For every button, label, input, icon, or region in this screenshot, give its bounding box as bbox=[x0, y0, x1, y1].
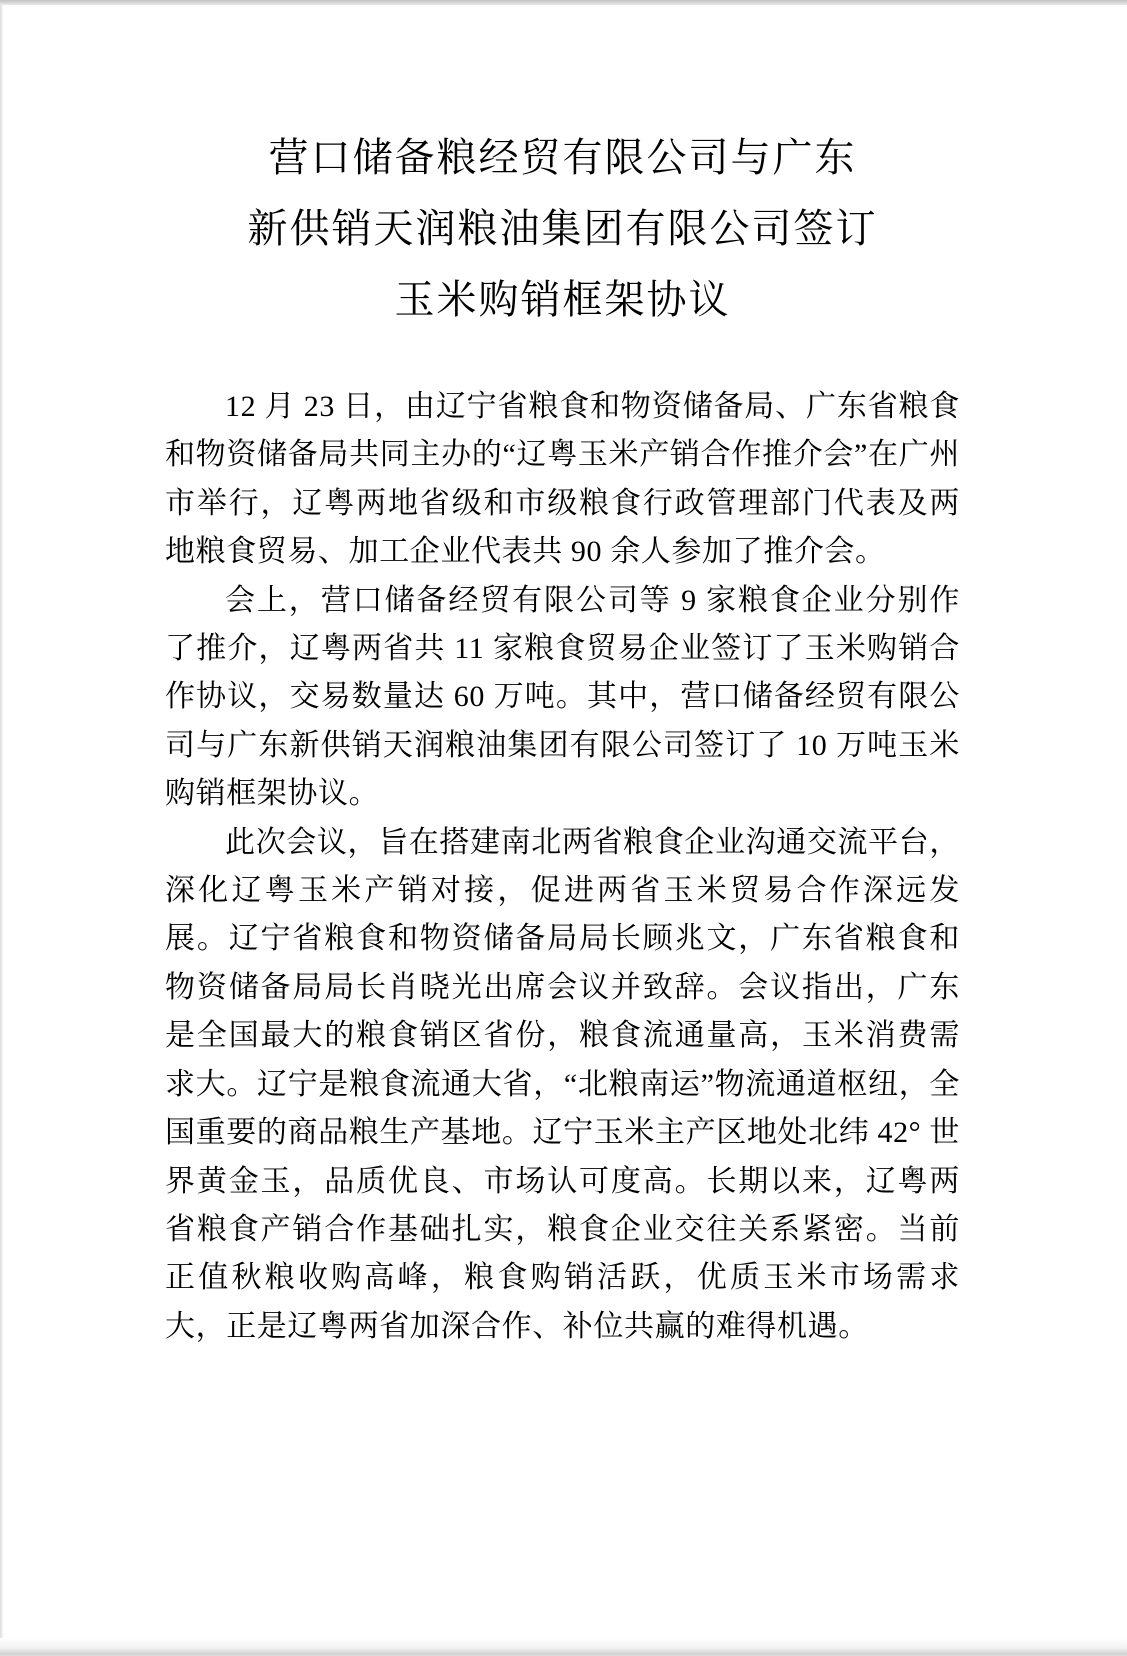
doc-paragraph-1: 12 月 23 日，由辽宁省粮食和物资储备局、广东省粮食和物资储备局共同主办的“辽粤玉米产销合作推介会”在广州市举行，辽粤两地省级和市级粮食行政管理部门代表及两地粮食贸易、加工企业代表共 90 余人参加了推介会。 bbox=[165, 390, 960, 569]
doc-title bbox=[165, 122, 960, 335]
document-content bbox=[165, 122, 960, 1351]
doc-body bbox=[165, 383, 960, 1351]
page-bottom-shadow bbox=[0, 1638, 1127, 1656]
doc-paragraph-2: 会上，营口储备经贸有限公司等 9 家粮食企业分别作了推介，辽粤两省共 11 家粮食贸易企业签订了玉米购销合作协议，交易数量达 60 万吨。其中，营口储备经贸有限公司与广东新供销天润粮油集团有限公司签订了 10 万吨玉米购销框架协议。 bbox=[165, 583, 960, 811]
doc-title-line-2: 新供销天润粮油集团有限公司签订 bbox=[247, 206, 878, 251]
page-left-shadow bbox=[0, 5, 3, 1640]
doc-title-line-3: 玉米购销框架协议 bbox=[394, 277, 731, 322]
doc-title-line-1: 营口储备粮经贸有限公司与广东 bbox=[268, 135, 857, 180]
doc-paragraph-3: 此次会议，旨在搭建南北两省粮食企业沟通交流平台，深化辽粤玉米产销对接，促进两省玉米贸易合作深远发展。辽宁省粮食和物资储备局局长顾兆文，广东省粮食和物资储备局局长肖晓光出席会议并致辞。会议指出，广东是全国最大的粮食销区省份，粮食流通量高，玉米消费需求大。辽宁是粮食流通大省，“北粮南运”物流通道枢纽，全国重要的商品粮生产基地。辽宁玉米主产区地处北纬 42° 世界黄金玉，品质优良、市场认可度高。长期以来，辽粤两省粮食产销合作基础扎实，粮食企业交往关系紧密。当前正值秋粮收购高峰，粮食购销活跃，优质玉米市场需求大，正是辽粤两省加深合作、补位共赢的难得机遇。 bbox=[165, 825, 960, 1343]
page-top-shadow bbox=[0, 0, 1127, 5]
